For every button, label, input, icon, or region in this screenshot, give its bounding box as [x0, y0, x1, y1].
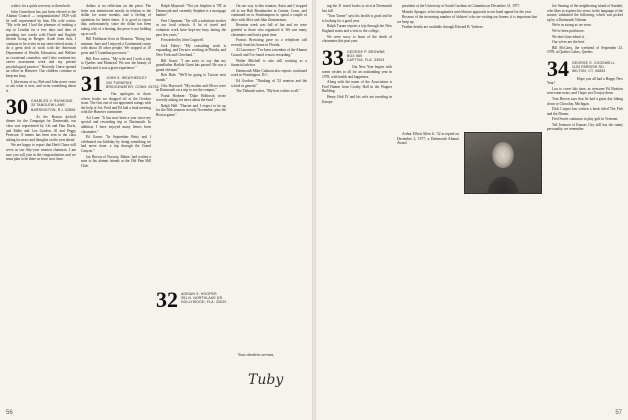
- paragraph: Otto Hayward: "My mother and Oliver were in Dartmouth on a trip to see the campus.": [156, 83, 226, 93]
- paragraph: Hope you all had a Happy New Year!: [547, 76, 623, 86]
- paragraph: Fred Sweet continues to play golf in Vermont.: [552, 117, 619, 122]
- paragraph: I, like many of us, Bob and John never cease to ask what is new, and write something about it.: [6, 79, 76, 93]
- closing-line: Your obedient servant,: [238, 352, 274, 357]
- paragraph: Pete Chapman: "I'm still a substitute teacher in our local schools. A lot of travel and volunteer work have kept me busy during the past few years.": [156, 18, 226, 37]
- page-number-right: 57: [615, 410, 622, 416]
- class-number: 33: [322, 44, 344, 70]
- paragraph: Ted Jemison of Kansas City still has the sunny personality we remember.: [547, 122, 623, 132]
- class-secretary-name: ADRIAN S. HOOPER: [181, 292, 217, 296]
- address-line: 33 TANGLEW LANE: [31, 103, 65, 108]
- caption-text: Arthur Elliott Allen Jr. '32 accepted on December 2, 1977, a Dartmouth Alumni Award.: [397, 132, 459, 146]
- paragraph: We don't dare admit it.: [552, 34, 585, 39]
- class-entry-31: [81, 71, 159, 97]
- paragraph: Our wives are the best.: [552, 40, 586, 45]
- paragraph: We're as strong as we were.: [552, 23, 592, 28]
- paragraph: Dartmouth Mike Cadman also reports continued work in Washington, D.C.: [231, 68, 307, 78]
- paragraph: Walter Mitchell is also still working as a financial advisor.: [231, 58, 307, 68]
- class-number: 30: [6, 94, 28, 120]
- paragraph: widow for a quick recovery to them both.: [11, 4, 71, 8]
- paragraph: Our New Year begins with warm wishes to all for an outstanding year in 1978, with health and happiness.: [322, 65, 392, 79]
- paragraph: ing the 31 travel books to visit at Dartmouth last fall.: [322, 4, 392, 13]
- paragraph: Reunion week was full of fun and we were grateful to those who organized it. We saw many classmates and had a great time.: [231, 23, 307, 37]
- paragraph: Al Lawrence: "I've been a member of the Alumni Council and I've found it most rewarding.": [231, 48, 307, 57]
- left-column-3: [156, 4, 226, 284]
- left-column-1: [6, 4, 76, 163]
- address-line: CAPTIVA, FLA. 33924: [347, 58, 385, 63]
- paragraph: "Tom Turner" says his health is good and he is looking for a good year.: [322, 14, 392, 23]
- paragraph: Francis Browning gave us a telephone call recently from his home in Florida.: [231, 38, 307, 47]
- right-column-1: [322, 4, 392, 414]
- left-page: [0, 0, 312, 420]
- class-number: 32: [156, 287, 178, 312]
- paragraph: On our way to this reunion, Anita and I stopped off to see Bob Brombacher in Canton, Conn., and continued on to Southampton to spend a couple of days with Alice and John Zimmerman.: [231, 4, 307, 22]
- paragraph: Frank Hodsner: "Duke Holbrook wrote recently asking for news about the fund.": [156, 93, 226, 103]
- paragraph: Ed Gonse: "In September Betty and I celebrated our birthday by doing something we had never done: a trip through the Grand Canyon.": [81, 135, 151, 154]
- class-secretary-name: GEORGE S. COGSWELL: [572, 60, 615, 65]
- right-column-2-top: [397, 4, 537, 128]
- paragraph: Lou to cover this time, as treasurer Ed Buxtton sent some notes, and I hope you'll enjoy them.: [547, 86, 623, 96]
- paragraph: John Cornelison has just been elected to the Alumni Council — congratulations! 1929 will be well represented by him. His wife writes, "My wife and I had the pleasure of making a trip to London for a few days and then of spending two weeks with Dutch and English friends living in Bergen. Aside from that, I continue to be active in my semi-retired status. I do a great deal of work with the American Department of Health, Education, and Welfare as vocational counselor, and I also continue my career assessment work and my private psychological practice." Recently I have opened an office in Hanover. Our children continue to keep me busy.: [6, 9, 76, 78]
- class-secretary-name: CHARLES V. RAYMOND: [31, 99, 73, 104]
- paragraph: At the Boston kickoff dinner for the Campaign for Dartmouth, our class was represented by Lib and Dan Davis, and Eddie and Lou Gordon, Al and Peggy Peterson. A memo has been sent to the class asking for news and thoughts on the year ahead.: [6, 114, 76, 142]
- portrait-photo: [464, 132, 542, 194]
- address-line: 391 N. NORTHLAKE DR.: [181, 296, 224, 301]
- address-line: BARRINGTON, R.I. 02806: [31, 107, 76, 112]
- paragraph: president of the University of South Carolina in Columbia on December 31, 1977.: [402, 4, 521, 8]
- class-entry-30: [6, 94, 76, 120]
- address-line: HOLLYWOOD, FLA. 33020: [181, 300, 227, 305]
- right-column-2: [397, 200, 542, 410]
- left-column-2: [81, 4, 159, 169]
- class-secretary-name: GEORGE P. BROWNE: [347, 49, 385, 54]
- right-page: [316, 0, 628, 420]
- paragraph: We are happy to report that Herb Chase will serve as our fifty-year reunion chairman. I am sure you will join in the congratulations and we must plan to be there in force next June.: [6, 143, 76, 162]
- paragraph: Henry Holt IV and his wife are traveling in Europe.: [322, 94, 392, 104]
- paragraph: Bob Hale: "We'll be going to Tucson next month.": [156, 73, 226, 82]
- paragraph: Ed Gordon: "Thinking of '32 reunion and the school in general.": [231, 78, 307, 88]
- paragraph: Bill Grant: "I am sorry to say that my grandfather Harlide Grant has passed. He was a grand old man.": [156, 58, 226, 72]
- paragraph: Jack Fabey: "My consulting work is expanding, and I'm now working in Florida, and New York and Cleveland.": [156, 43, 226, 57]
- paragraph: Ralph Maynard: "Not yet Stephen is 'TR' at Dartmouth and currently Stephen is a mortgage banker.": [156, 4, 226, 18]
- photo-caption: [397, 132, 459, 196]
- paragraph: Along with the name of the Association is Fred Hamm from Crosby Hall in the Wagner Building.: [322, 80, 392, 94]
- paragraph: Bill Foss writes, "My wife and I took a trip to Quebec and Montreal. We saw the beauty of Canada and it was a great experience.": [81, 56, 151, 70]
- page-number-left: 56: [6, 410, 13, 416]
- paragraph: dollars is no reflection on the piece. The letter was reminiscent mostly in relation to the dollar for some months, and a feeling of optimism for better times. It is good to report that, unfortunately, since the dollar has been taking a bit of a beating, the piece is not holding up as well.: [81, 4, 151, 36]
- left-column-4: [231, 4, 307, 349]
- paragraph: The Thibault writes, "My best wishes to all.": [236, 89, 301, 94]
- class-number: 34: [547, 55, 569, 81]
- address-line: WILTON, CT. 06881: [572, 69, 606, 74]
- paragraph: Bill Fishburne lives in Houston. "Being last summer, June and I enjoyed a Continental cruise with about 30 other people. We stopped at 18 ports and 5 Canadian provinces.": [81, 37, 151, 55]
- paragraph: Further details are available through Edward B. Vorhees.: [402, 25, 484, 30]
- paragraph: We've been paid more.: [552, 28, 585, 33]
- address-line: BOX 569: [347, 53, 363, 58]
- class-secretary-name: JOHN S. WEATHERLEY: [106, 76, 148, 81]
- paragraph: Because of the increasing number of 'oldsters' who are visiting our homes, it is important that we keep up.: [397, 15, 537, 24]
- class-entry-32: [156, 286, 226, 310]
- paragraph: Ralph Hall: "Harriet and I expect to be up for the 50th reunion in early November; plus the Brown game.": [156, 103, 226, 118]
- signature: Tuby: [248, 372, 284, 388]
- paragraph: We were sorry to learn of the death of classmates this past year.: [322, 34, 392, 44]
- address-line: 200 TURNPIKE: [106, 80, 133, 85]
- class-number: 31: [81, 71, 103, 97]
- address-line: 1100 PARRISH RD.: [572, 65, 606, 70]
- paragraph: Ralph Turner reports a trip through the New England states and a visit to the college.: [322, 24, 392, 33]
- class-entry-33: [322, 44, 392, 70]
- paragraph: Manolo Sprague, in his imaginative and effusive approach to our band appeal for the year.: [402, 9, 532, 14]
- paragraph: Bill McCarty, the weekend of September 23, 1978, at Quebec Lakes, Quebec.: [547, 45, 623, 55]
- paragraph: Our apologies to those whose books we dropped off at the October issue. The first one of our appointed ratings with the help of Joe. Fred and Ed had a final meeting with the Hanover committee.: [81, 91, 151, 115]
- paragraph: Joe Searing of the neighboring island of Sanibel, who likes to express his views in the language of the mouse, submitted the following, which was picked up by a Dartmouth Tribune.: [547, 4, 623, 22]
- address-line: BRIDGEWATER, CONN. 06752: [106, 84, 159, 89]
- paragraph: Art Lane: "It has now been a year since my special and rewarding trip to Dartmouth. In addition, I have enjoyed many letters from classmates.": [81, 115, 151, 134]
- paragraph: Tom Brown says that he had a great day hiking down to Chocolay, Michigan.: [547, 96, 623, 106]
- paragraph: Forwarded by John Cogswell.: [161, 38, 205, 43]
- right-column-3: [547, 4, 623, 414]
- paragraph: Jay Brown of Norway, Maine, had written a note to his alumni friends at the Old Pine Hill Club.: [81, 154, 151, 168]
- paragraph: Dick Cooper has written a book titled The Fish and the Dinner.: [547, 107, 623, 116]
